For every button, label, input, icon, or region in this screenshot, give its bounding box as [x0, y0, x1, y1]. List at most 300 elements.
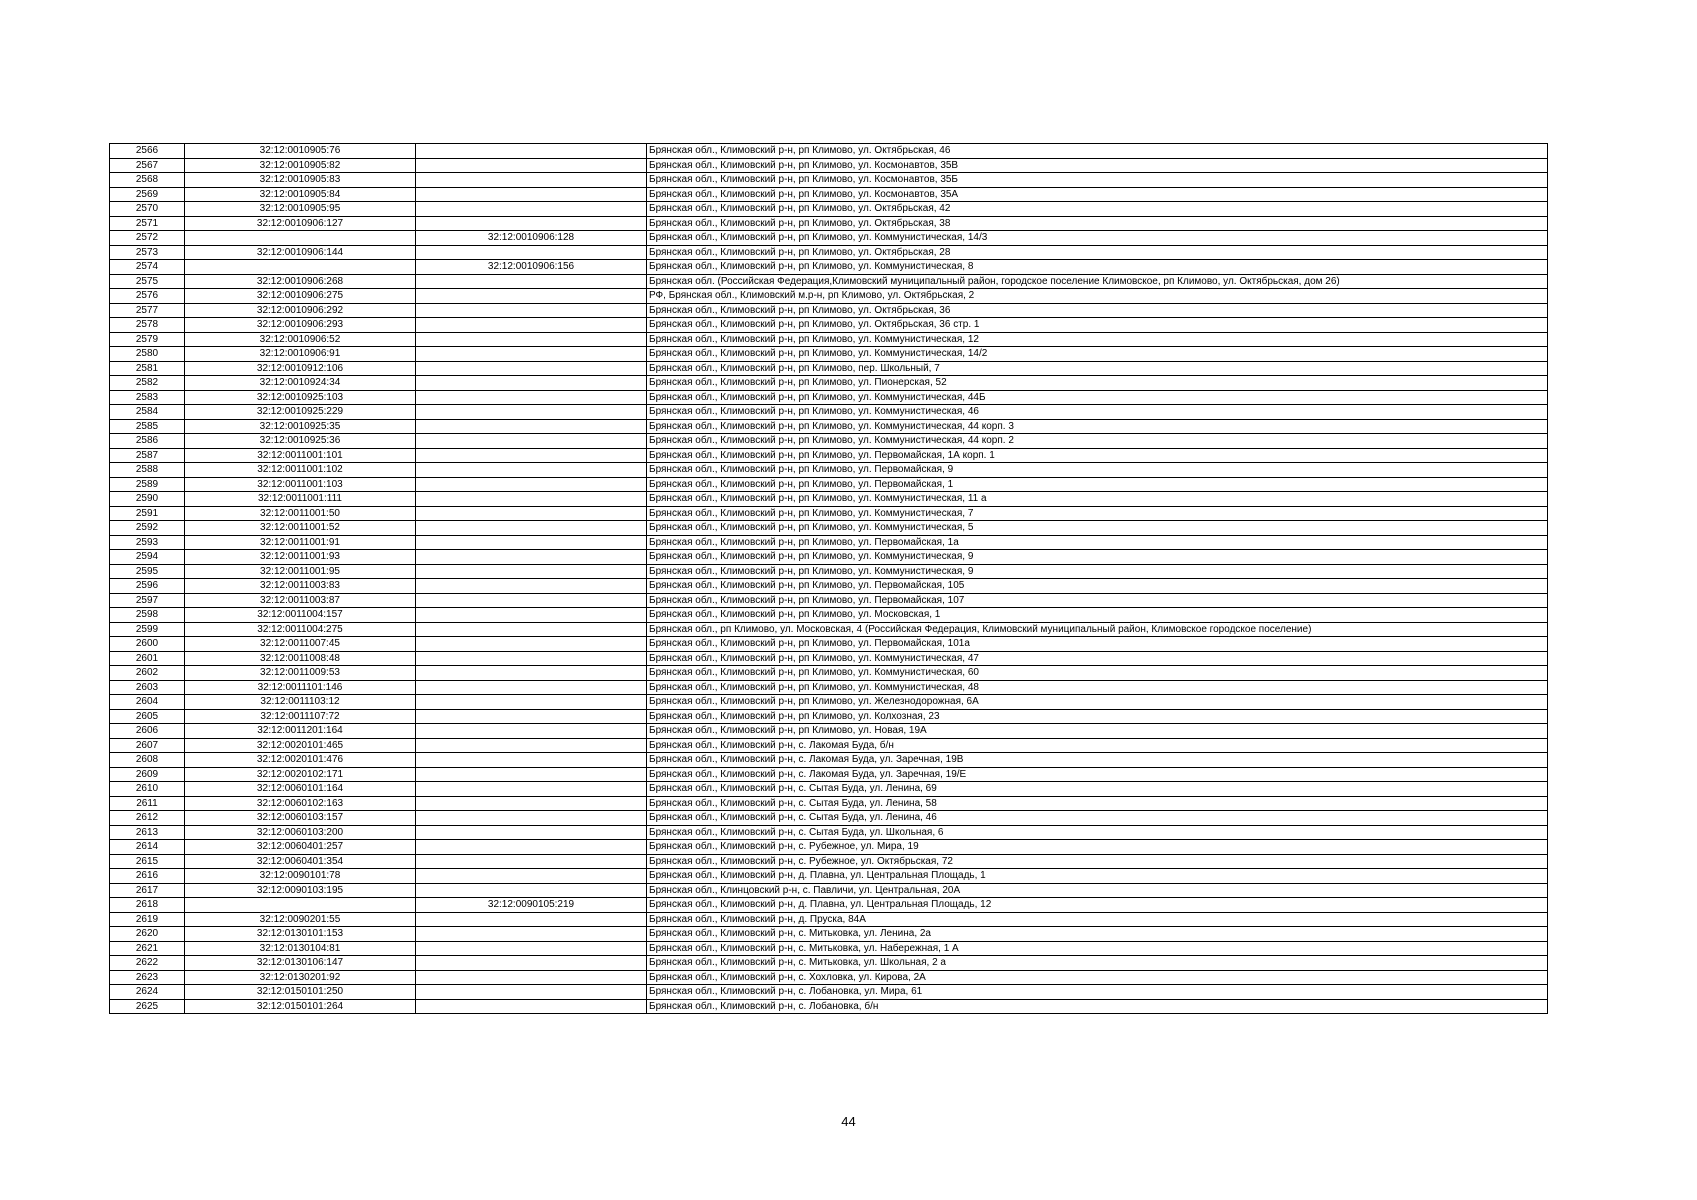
table-row	[110, 608, 1548, 623]
registry-table-body	[110, 144, 1548, 1014]
building-cadastral-number-cell: 32:12:0011001:52	[185, 521, 416, 536]
premises-cadastral-number-cell	[416, 782, 647, 797]
table-row	[110, 390, 1548, 405]
table-row	[110, 492, 1548, 507]
row-number-cell: 2570	[110, 202, 185, 217]
row-number-cell: 2621	[110, 941, 185, 956]
row-number-cell: 2618	[110, 898, 185, 913]
address-cell: Брянская обл., Климовский р-н, рп Климово, ул. Космонавтов, 35В	[647, 158, 1548, 173]
row-number-cell: 2620	[110, 927, 185, 942]
premises-cadastral-number-cell	[416, 622, 647, 637]
building-cadastral-number-cell: 32:12:0150101:250	[185, 985, 416, 1000]
row-number-cell: 2599	[110, 622, 185, 637]
address-cell: Брянская обл., Климовский р-н, д. Плавна, ул. Центральная Площадь, 1	[647, 869, 1548, 884]
address-cell: Брянская обл., Климовский р-н, рп Климово, ул. Коммунистическая, 48	[647, 680, 1548, 695]
address-cell: Брянская обл., Климовский р-н, с. Хохловка, ул. Кирова, 2А	[647, 970, 1548, 985]
row-number-cell: 2623	[110, 970, 185, 985]
table-row	[110, 695, 1548, 710]
building-cadastral-number-cell: 32:12:0011001:111	[185, 492, 416, 507]
address-cell: Брянская обл., Климовский р-н, с. Лобановка, ул. Мира, 61	[647, 985, 1548, 1000]
row-number-cell: 2622	[110, 956, 185, 971]
building-cadastral-number-cell: 32:12:0010905:95	[185, 202, 416, 217]
premises-cadastral-number-cell	[416, 695, 647, 710]
row-number-cell: 2619	[110, 912, 185, 927]
premises-cadastral-number-cell	[416, 985, 647, 1000]
premises-cadastral-number-cell	[416, 680, 647, 695]
table-row	[110, 158, 1548, 173]
premises-cadastral-number-cell: 32:12:0090105:219	[416, 898, 647, 913]
premises-cadastral-number-cell	[416, 347, 647, 362]
building-cadastral-number-cell: 32:12:0150101:264	[185, 999, 416, 1014]
building-cadastral-number-cell: 32:12:0010906:91	[185, 347, 416, 362]
address-cell: Брянская обл., Климовский р-н, с. Митьковка, ул. Ленина, 2а	[647, 927, 1548, 942]
row-number-cell: 2577	[110, 303, 185, 318]
building-cadastral-number-cell: 32:12:0010925:229	[185, 405, 416, 420]
table-row	[110, 216, 1548, 231]
address-cell: Брянская обл., Климовский р-н, рп Климово, ул. Первомайская, 105	[647, 579, 1548, 594]
row-number-cell: 2615	[110, 854, 185, 869]
premises-cadastral-number-cell	[416, 724, 647, 739]
address-cell: Брянская обл., Климовский р-н, рп Климово, ул. Первомайская, 101а	[647, 637, 1548, 652]
premises-cadastral-number-cell	[416, 579, 647, 594]
building-cadastral-number-cell: 32:12:0011001:91	[185, 535, 416, 550]
address-cell: Брянская обл., Климовский р-н, с. Сытая Буда, ул. Ленина, 58	[647, 796, 1548, 811]
premises-cadastral-number-cell	[416, 187, 647, 202]
building-cadastral-number-cell: 32:12:0011007:45	[185, 637, 416, 652]
premises-cadastral-number-cell	[416, 709, 647, 724]
table-row	[110, 303, 1548, 318]
building-cadastral-number-cell: 32:12:0020101:465	[185, 738, 416, 753]
row-number-cell: 2616	[110, 869, 185, 884]
building-cadastral-number-cell: 32:12:0011009:53	[185, 666, 416, 681]
premises-cadastral-number-cell	[416, 390, 647, 405]
table-row	[110, 405, 1548, 420]
row-number-cell: 2594	[110, 550, 185, 565]
premises-cadastral-number-cell	[416, 970, 647, 985]
table-row	[110, 825, 1548, 840]
row-number-cell: 2613	[110, 825, 185, 840]
table-row	[110, 245, 1548, 260]
table-row	[110, 448, 1548, 463]
table-row	[110, 637, 1548, 652]
row-number-cell: 2595	[110, 564, 185, 579]
row-number-cell: 2611	[110, 796, 185, 811]
address-cell: Брянская обл., Климовский р-н, рп Климово, ул. Коммунистическая, 60	[647, 666, 1548, 681]
address-cell: Брянская обл., Климовский р-н, рп Климово, ул. Октябрьская, 42	[647, 202, 1548, 217]
building-cadastral-number-cell: 32:12:0090201:55	[185, 912, 416, 927]
premises-cadastral-number-cell	[416, 274, 647, 289]
building-cadastral-number-cell: 32:12:0010906:268	[185, 274, 416, 289]
premises-cadastral-number-cell	[416, 448, 647, 463]
table-row	[110, 883, 1548, 898]
row-number-cell: 2606	[110, 724, 185, 739]
premises-cadastral-number-cell	[416, 608, 647, 623]
row-number-cell: 2586	[110, 434, 185, 449]
table-row	[110, 999, 1548, 1014]
table-row	[110, 579, 1548, 594]
address-cell: Брянская обл., Климовский р-н, рп Климово, ул. Октябрьская, 36 стр. 1	[647, 318, 1548, 333]
row-number-cell: 2571	[110, 216, 185, 231]
row-number-cell: 2604	[110, 695, 185, 710]
premises-cadastral-number-cell	[416, 216, 647, 231]
row-number-cell: 2590	[110, 492, 185, 507]
table-row	[110, 767, 1548, 782]
table-row	[110, 564, 1548, 579]
table-row	[110, 985, 1548, 1000]
premises-cadastral-number-cell	[416, 999, 647, 1014]
building-cadastral-number-cell: 32:12:0011003:87	[185, 593, 416, 608]
building-cadastral-number-cell: 32:12:0011001:93	[185, 550, 416, 565]
address-cell: Брянская обл., Климовский р-н, рп Климово, ул. Коммунистическая, 8	[647, 260, 1548, 275]
row-number-cell: 2596	[110, 579, 185, 594]
building-cadastral-number-cell: 32:12:0060401:257	[185, 840, 416, 855]
table-row	[110, 796, 1548, 811]
address-cell: Брянская обл., Климовский р-н, рп Климово, ул. Коммунистическая, 14/3	[647, 231, 1548, 246]
premises-cadastral-number-cell	[416, 303, 647, 318]
building-cadastral-number-cell: 32:12:0010906:127	[185, 216, 416, 231]
premises-cadastral-number-cell: 32:12:0010906:156	[416, 260, 647, 275]
building-cadastral-number-cell: 32:12:0010912:106	[185, 361, 416, 376]
row-number-cell: 2593	[110, 535, 185, 550]
table-row	[110, 506, 1548, 521]
table-row	[110, 782, 1548, 797]
row-number-cell: 2574	[110, 260, 185, 275]
table-row	[110, 956, 1548, 971]
building-cadastral-number-cell: 32:12:0010925:36	[185, 434, 416, 449]
address-cell: Брянская обл., Климовский р-н, рп Климово, ул. Коммунистическая, 9	[647, 550, 1548, 565]
table-row	[110, 173, 1548, 188]
premises-cadastral-number-cell	[416, 666, 647, 681]
premises-cadastral-number-cell	[416, 144, 647, 159]
row-number-cell: 2585	[110, 419, 185, 434]
table-row	[110, 202, 1548, 217]
row-number-cell: 2567	[110, 158, 185, 173]
address-cell: Брянская обл., Климовский р-н, рп Климово, ул. Коммунистическая, 14/2	[647, 347, 1548, 362]
table-row	[110, 332, 1548, 347]
table-row	[110, 738, 1548, 753]
address-cell: Брянская обл., Климовский р-н, рп Климово, ул. Коммунистическая, 5	[647, 521, 1548, 536]
address-cell: Брянская обл., Климовский р-н, с. Рубежное, ул. Октябрьская, 72	[647, 854, 1548, 869]
address-cell: Брянская обл., Климовский р-н, с. Сытая Буда, ул. Ленина, 46	[647, 811, 1548, 826]
row-number-cell: 2583	[110, 390, 185, 405]
building-cadastral-number-cell: 32:12:0130104:81	[185, 941, 416, 956]
row-number-cell: 2601	[110, 651, 185, 666]
building-cadastral-number-cell: 32:12:0011001:103	[185, 477, 416, 492]
address-cell: Брянская обл., Климовский р-н, д. Пруска, 84А	[647, 912, 1548, 927]
row-number-cell: 2602	[110, 666, 185, 681]
row-number-cell: 2624	[110, 985, 185, 1000]
row-number-cell: 2608	[110, 753, 185, 768]
address-cell: Брянская обл., Климовский р-н, рп Климово, ул. Железнодорожная, 6А	[647, 695, 1548, 710]
premises-cadastral-number-cell	[416, 463, 647, 478]
table-row	[110, 927, 1548, 942]
premises-cadastral-number-cell	[416, 492, 647, 507]
building-cadastral-number-cell: 32:12:0010905:82	[185, 158, 416, 173]
row-number-cell: 2569	[110, 187, 185, 202]
address-cell: Брянская обл., Климовский р-н, с. Митьковка, ул. Школьная, 2 а	[647, 956, 1548, 971]
building-cadastral-number-cell: 32:12:0011004:275	[185, 622, 416, 637]
row-number-cell: 2576	[110, 289, 185, 304]
building-cadastral-number-cell: 32:12:0090101:78	[185, 869, 416, 884]
building-cadastral-number-cell: 32:12:0010906:52	[185, 332, 416, 347]
address-cell: Брянская обл., Климовский р-н, с. Лакомая Буда, б/н	[647, 738, 1548, 753]
table-row	[110, 753, 1548, 768]
address-cell: Брянская обл., Климовский р-н, рп Климово, ул. Коммунистическая, 12	[647, 332, 1548, 347]
building-cadastral-number-cell: 32:12:0060103:200	[185, 825, 416, 840]
premises-cadastral-number-cell	[416, 564, 647, 579]
address-cell: Брянская обл., Климовский р-н, рп Климово, ул. Космонавтов, 35А	[647, 187, 1548, 202]
address-cell: Брянская обл., Климовский р-н, рп Климово, ул. Космонавтов, 35Б	[647, 173, 1548, 188]
table-row	[110, 521, 1548, 536]
address-cell: Брянская обл., Климовский р-н, с. Лобановка, б/н	[647, 999, 1548, 1014]
row-number-cell: 2578	[110, 318, 185, 333]
table-row	[110, 970, 1548, 985]
table-row	[110, 347, 1548, 362]
building-cadastral-number-cell: 32:12:0010906:293	[185, 318, 416, 333]
address-cell: Брянская обл., Климовский р-н, рп Климово, ул. Коммунистическая, 44Б	[647, 390, 1548, 405]
table-row	[110, 535, 1548, 550]
table-row	[110, 434, 1548, 449]
building-cadastral-number-cell: 32:12:0130201:92	[185, 970, 416, 985]
table-row	[110, 550, 1548, 565]
premises-cadastral-number-cell	[416, 361, 647, 376]
row-number-cell: 2607	[110, 738, 185, 753]
address-cell: Брянская обл., Климовский р-н, рп Климово, ул. Коммунистическая, 44 корп. 2	[647, 434, 1548, 449]
address-cell: Брянская обл., Климовский р-н, рп Климово, ул. Октябрьская, 28	[647, 245, 1548, 260]
building-cadastral-number-cell	[185, 260, 416, 275]
row-number-cell: 2605	[110, 709, 185, 724]
row-number-cell: 2603	[110, 680, 185, 695]
table-row	[110, 898, 1548, 913]
address-cell: Брянская обл., Климовский р-н, рп Климово, ул. Коммунистическая, 7	[647, 506, 1548, 521]
address-cell: Брянская обл., Климовский р-н, с. Сытая Буда, ул. Ленина, 69	[647, 782, 1548, 797]
row-number-cell: 2589	[110, 477, 185, 492]
row-number-cell: 2588	[110, 463, 185, 478]
address-cell: Брянская обл., Климовский р-н, с. Сытая Буда, ул. Школьная, 6	[647, 825, 1548, 840]
premises-cadastral-number-cell	[416, 738, 647, 753]
table-row	[110, 376, 1548, 391]
table-row	[110, 419, 1548, 434]
building-cadastral-number-cell: 32:12:0010905:83	[185, 173, 416, 188]
building-cadastral-number-cell: 32:12:0020102:171	[185, 767, 416, 782]
building-cadastral-number-cell: 32:12:0011001:102	[185, 463, 416, 478]
building-cadastral-number-cell: 32:12:0011001:95	[185, 564, 416, 579]
table-row	[110, 941, 1548, 956]
cadastral-registry-table	[109, 143, 1548, 1014]
table-row	[110, 231, 1548, 246]
premises-cadastral-number-cell	[416, 753, 647, 768]
premises-cadastral-number-cell	[416, 811, 647, 826]
table-row	[110, 724, 1548, 739]
page-number: 44	[841, 1114, 856, 1129]
premises-cadastral-number-cell	[416, 289, 647, 304]
address-cell: Брянская обл., Климовский р-н, с. Митьковка, ул. Набережная, 1 А	[647, 941, 1548, 956]
address-cell: Брянская обл., Климовский р-н, рп Климово, ул. Новая, 19А	[647, 724, 1548, 739]
table-row	[110, 463, 1548, 478]
premises-cadastral-number-cell	[416, 202, 647, 217]
premises-cadastral-number-cell	[416, 477, 647, 492]
building-cadastral-number-cell: 32:12:0011003:83	[185, 579, 416, 594]
premises-cadastral-number-cell	[416, 535, 647, 550]
row-number-cell: 2597	[110, 593, 185, 608]
premises-cadastral-number-cell	[416, 158, 647, 173]
row-number-cell: 2592	[110, 521, 185, 536]
address-cell: Брянская обл., Климовский р-н, рп Климово, ул. Московская, 1	[647, 608, 1548, 623]
address-cell: Брянская обл., Климовский р-н, рп Климово, ул. Первомайская, 107	[647, 593, 1548, 608]
address-cell: Брянская обл., Климовский р-н, рп Климово, ул. Октябрьская, 38	[647, 216, 1548, 231]
address-cell: Брянская обл., Климовский р-н, рп Климово, ул. Первомайская, 1	[647, 477, 1548, 492]
building-cadastral-number-cell: 32:12:0010925:103	[185, 390, 416, 405]
address-cell: РФ, Брянская обл., Климовский м.р-н, рп Климово, ул. Октябрьская, 2	[647, 289, 1548, 304]
table-row	[110, 680, 1548, 695]
table-row	[110, 289, 1548, 304]
premises-cadastral-number-cell	[416, 506, 647, 521]
premises-cadastral-number-cell	[416, 854, 647, 869]
address-cell: Брянская обл., Климовский р-н, рп Климово, ул. Первомайская, 1А корп. 1	[647, 448, 1548, 463]
premises-cadastral-number-cell	[416, 521, 647, 536]
address-cell: Брянская обл., Климовский р-н, с. Рубежное, ул. Мира, 19	[647, 840, 1548, 855]
address-cell: Брянская обл., Климовский р-н, рп Климово, ул. Октябрьская, 46	[647, 144, 1548, 159]
premises-cadastral-number-cell	[416, 825, 647, 840]
address-cell: Брянская обл., Климовский р-н, с. Лакомая Буда, ул. Заречная, 19В	[647, 753, 1548, 768]
building-cadastral-number-cell: 32:12:0060103:157	[185, 811, 416, 826]
table-row	[110, 622, 1548, 637]
building-cadastral-number-cell: 32:12:0130106:147	[185, 956, 416, 971]
table-row	[110, 274, 1548, 289]
table-row	[110, 811, 1548, 826]
address-cell: Брянская обл., Климовский р-н, рп Климово, ул. Пионерская, 52	[647, 376, 1548, 391]
building-cadastral-number-cell: 32:12:0010905:76	[185, 144, 416, 159]
premises-cadastral-number-cell	[416, 593, 647, 608]
building-cadastral-number-cell: 32:12:0011201:164	[185, 724, 416, 739]
address-cell: Брянская обл., Климовский р-н, рп Климово, ул. Октябрьская, 36	[647, 303, 1548, 318]
row-number-cell: 2580	[110, 347, 185, 362]
table-row	[110, 144, 1548, 159]
address-cell: Брянская обл., Климовский р-н, рп Климово, ул. Колхозная, 23	[647, 709, 1548, 724]
premises-cadastral-number-cell	[416, 419, 647, 434]
building-cadastral-number-cell: 32:12:0130101:153	[185, 927, 416, 942]
table-row	[110, 840, 1548, 855]
building-cadastral-number-cell: 32:12:0060102:163	[185, 796, 416, 811]
address-cell: Брянская обл., Климовский р-н, рп Климово, ул. Коммунистическая, 47	[647, 651, 1548, 666]
row-number-cell: 2573	[110, 245, 185, 260]
building-cadastral-number-cell: 32:12:0010905:84	[185, 187, 416, 202]
row-number-cell: 2617	[110, 883, 185, 898]
premises-cadastral-number-cell: 32:12:0010906:128	[416, 231, 647, 246]
table-row	[110, 477, 1548, 492]
premises-cadastral-number-cell	[416, 434, 647, 449]
building-cadastral-number-cell: 32:12:0010924:34	[185, 376, 416, 391]
row-number-cell: 2579	[110, 332, 185, 347]
table-row	[110, 912, 1548, 927]
building-cadastral-number-cell: 32:12:0010925:35	[185, 419, 416, 434]
table-row	[110, 318, 1548, 333]
building-cadastral-number-cell: 32:12:0011008:48	[185, 651, 416, 666]
row-number-cell: 2591	[110, 506, 185, 521]
building-cadastral-number-cell: 32:12:0060401:354	[185, 854, 416, 869]
building-cadastral-number-cell: 32:12:0010906:275	[185, 289, 416, 304]
building-cadastral-number-cell: 32:12:0011001:101	[185, 448, 416, 463]
building-cadastral-number-cell: 32:12:0011107:72	[185, 709, 416, 724]
row-number-cell: 2625	[110, 999, 185, 1014]
building-cadastral-number-cell: 32:12:0010906:292	[185, 303, 416, 318]
building-cadastral-number-cell: 32:12:0020101:476	[185, 753, 416, 768]
address-cell: Брянская обл., Климовский р-н, рп Климово, ул. Коммунистическая, 46	[647, 405, 1548, 420]
building-cadastral-number-cell: 32:12:0011101:146	[185, 680, 416, 695]
building-cadastral-number-cell: 32:12:0011001:50	[185, 506, 416, 521]
row-number-cell: 2598	[110, 608, 185, 623]
address-cell: Брянская обл., Климовский р-н, рп Климово, ул. Первомайская, 1а	[647, 535, 1548, 550]
address-cell: Брянская обл., Клинцовский р-н, с. Павличи, ул. Центральная, 20А	[647, 883, 1548, 898]
building-cadastral-number-cell: 32:12:0060101:164	[185, 782, 416, 797]
table-row	[110, 260, 1548, 275]
address-cell: Брянская обл., Климовский р-н, рп Климово, ул. Коммунистическая, 44 корп. 3	[647, 419, 1548, 434]
building-cadastral-number-cell	[185, 898, 416, 913]
address-cell: Брянская обл. (Российская Федерация,Климовский муниципальный район, городское поселение Климовское, рп Климово, ул. Октябрьская, дом 26)	[647, 274, 1548, 289]
row-number-cell: 2566	[110, 144, 185, 159]
address-cell: Брянская обл., Климовский р-н, рп Климово, ул. Коммунистическая, 11 а	[647, 492, 1548, 507]
premises-cadastral-number-cell	[416, 767, 647, 782]
row-number-cell: 2581	[110, 361, 185, 376]
table-row	[110, 651, 1548, 666]
table-row	[110, 593, 1548, 608]
premises-cadastral-number-cell	[416, 651, 647, 666]
premises-cadastral-number-cell	[416, 956, 647, 971]
row-number-cell: 2584	[110, 405, 185, 420]
premises-cadastral-number-cell	[416, 376, 647, 391]
premises-cadastral-number-cell	[416, 405, 647, 420]
row-number-cell: 2568	[110, 173, 185, 188]
premises-cadastral-number-cell	[416, 912, 647, 927]
row-number-cell: 2572	[110, 231, 185, 246]
row-number-cell: 2600	[110, 637, 185, 652]
premises-cadastral-number-cell	[416, 332, 647, 347]
row-number-cell: 2582	[110, 376, 185, 391]
table-row	[110, 709, 1548, 724]
building-cadastral-number-cell: 32:12:0090103:195	[185, 883, 416, 898]
premises-cadastral-number-cell	[416, 927, 647, 942]
address-cell: Брянская обл., Климовский р-н, с. Лакомая Буда, ул. Заречная, 19/Е	[647, 767, 1548, 782]
table-row	[110, 361, 1548, 376]
premises-cadastral-number-cell	[416, 173, 647, 188]
premises-cadastral-number-cell	[416, 245, 647, 260]
address-cell: Брянская обл., Климовский р-н, рп Климово, ул. Коммунистическая, 9	[647, 564, 1548, 579]
row-number-cell: 2575	[110, 274, 185, 289]
address-cell: Брянская обл., рп Климово, ул. Московская, 4 (Российская Федерация, Климовский муниципальный район, Климовское городское поселение)	[647, 622, 1548, 637]
premises-cadastral-number-cell	[416, 318, 647, 333]
address-cell: Брянская обл., Климовский р-н, д. Плавна, ул. Центральная Площадь, 12	[647, 898, 1548, 913]
row-number-cell: 2609	[110, 767, 185, 782]
row-number-cell: 2612	[110, 811, 185, 826]
premises-cadastral-number-cell	[416, 550, 647, 565]
table-row	[110, 666, 1548, 681]
premises-cadastral-number-cell	[416, 869, 647, 884]
row-number-cell: 2587	[110, 448, 185, 463]
building-cadastral-number-cell: 32:12:0011004:157	[185, 608, 416, 623]
building-cadastral-number-cell: 32:12:0010906:144	[185, 245, 416, 260]
premises-cadastral-number-cell	[416, 941, 647, 956]
building-cadastral-number-cell: 32:12:0011103:12	[185, 695, 416, 710]
address-cell: Брянская обл., Климовский р-н, рп Климово, ул. Первомайская, 9	[647, 463, 1548, 478]
row-number-cell: 2610	[110, 782, 185, 797]
premises-cadastral-number-cell	[416, 637, 647, 652]
table-row	[110, 854, 1548, 869]
premises-cadastral-number-cell	[416, 840, 647, 855]
building-cadastral-number-cell	[185, 231, 416, 246]
table-row	[110, 869, 1548, 884]
table-row	[110, 187, 1548, 202]
premises-cadastral-number-cell	[416, 796, 647, 811]
